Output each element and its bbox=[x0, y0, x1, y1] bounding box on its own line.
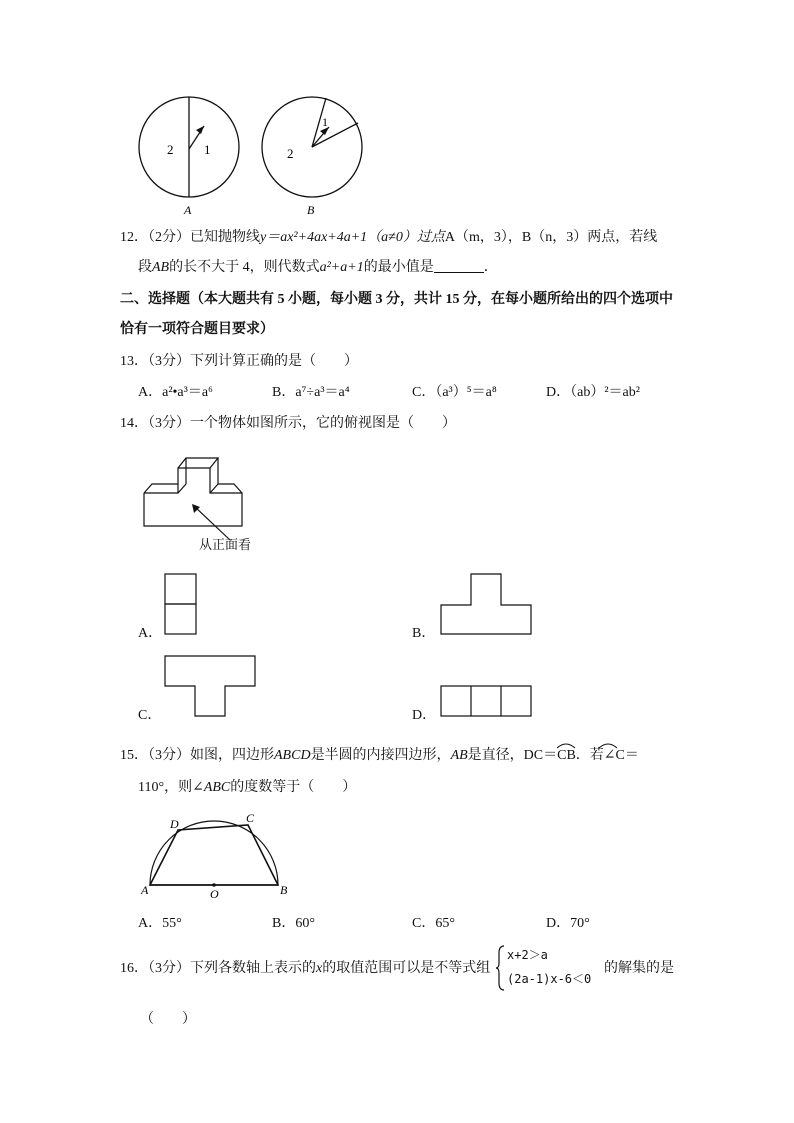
spinner-b-small-label: 1 bbox=[322, 115, 328, 129]
q15-label-a: A bbox=[141, 883, 149, 897]
q12-line2-mid: 的长不大于 4，则代数式 bbox=[169, 260, 320, 275]
q15-quad-name: ABCD bbox=[274, 748, 311, 763]
spinner-b-figure bbox=[259, 96, 369, 220]
q13-option-b[interactable]: B．a⁷÷a³＝a⁴ bbox=[272, 385, 350, 400]
q14-option-a-figure[interactable] bbox=[164, 573, 198, 637]
q12-expression: a²+a+1 bbox=[319, 260, 364, 275]
q15-option-b[interactable]: B．60° bbox=[272, 916, 315, 931]
q15-label-d: D bbox=[170, 817, 179, 831]
q14-option-a-label[interactable]: A． bbox=[138, 626, 163, 641]
q14-option-b-figure[interactable] bbox=[440, 573, 534, 637]
q14-option-c-figure[interactable] bbox=[164, 655, 258, 719]
q12-number-text: 12．（2分）已知抛物线 bbox=[120, 230, 260, 245]
q12-line2-end: ． bbox=[483, 260, 498, 275]
q15-line1-a: 15．（3分）如图，四边形 bbox=[120, 748, 274, 763]
q12-line2 bbox=[138, 258, 498, 278]
q12-points: A（m，3），B（n，3）两点，若线 bbox=[444, 230, 658, 245]
q15-diameter-name: AB bbox=[450, 748, 468, 763]
q14-option-d-label[interactable]: D． bbox=[412, 708, 437, 723]
q15-option-c[interactable]: C．65° bbox=[412, 916, 455, 931]
q16-answer-paren[interactable]: （ ） bbox=[140, 1012, 196, 1027]
q12-segment-ab: AB bbox=[152, 260, 170, 275]
spinner-a-left-label: 2 bbox=[167, 142, 174, 157]
q16-variable-x: x bbox=[316, 961, 323, 976]
q12-line1 bbox=[120, 228, 657, 248]
spinner-a-caption: A bbox=[184, 203, 192, 217]
q16-stem-a: 16．（3分）下列各数轴上表示的 bbox=[120, 961, 316, 976]
q14-arrow-caption: 从正面看 bbox=[199, 538, 252, 553]
q12-answer-blank[interactable] bbox=[434, 258, 484, 273]
q16-stem-c: 的解集的是 bbox=[604, 961, 674, 976]
spinner-a-right-label: 1 bbox=[204, 142, 211, 157]
q15-line2-b: 的度数等于（ ） bbox=[230, 780, 357, 795]
q15-option-a[interactable]: A．55° bbox=[138, 916, 182, 931]
q12-formula: y＝ax²+4ax+4a+1（a≠0）过点 bbox=[260, 230, 445, 245]
q15-line2 bbox=[138, 778, 356, 798]
section2-heading-line2: 恰有一项符合题目要求） bbox=[120, 322, 274, 337]
q13-stem: 13．（3分）下列计算正确的是（ ） bbox=[120, 354, 358, 369]
q15-semicircle-figure bbox=[138, 810, 298, 900]
q16-brace bbox=[495, 945, 505, 991]
q12-line2-suffix: 的最小值是 bbox=[363, 260, 434, 275]
q15-line2-a: 110°，则∠ bbox=[138, 780, 204, 795]
q12-line2-prefix: 段 bbox=[138, 260, 152, 275]
spinner-a-figure bbox=[134, 96, 244, 220]
q13-option-d[interactable]: D．（ab）²＝ab² bbox=[546, 385, 640, 400]
q15-label-o: O bbox=[210, 887, 219, 900]
q13-option-c[interactable]: C．（a³）⁵＝a⁸ bbox=[412, 385, 497, 400]
q16-stem-b: 的取值范围可以是不等式组 bbox=[322, 961, 491, 976]
q16-inequality-1: x+2＞a bbox=[507, 948, 548, 962]
spinner-b-caption: B bbox=[307, 203, 315, 217]
q15-option-d[interactable]: D．70° bbox=[546, 916, 590, 931]
q16-inequality-2: (2a-1)x-6＜0 bbox=[507, 972, 592, 986]
spinner-b-large-label: 2 bbox=[287, 146, 294, 161]
q14-stem: 14．（3分）一个物体如图所示，它的俯视图是（ ） bbox=[120, 416, 456, 431]
q15-label-b: B bbox=[280, 883, 288, 897]
q14-option-b-label[interactable]: B． bbox=[412, 626, 436, 641]
q15-arc-condition: DC＝CB．若∠C＝ bbox=[523, 748, 639, 763]
section2-heading-line1: 二、选择题（本大题共有 5 小题，每小题 3 分，共计 15 分，在每小题所给出的四个选项中 bbox=[120, 292, 673, 307]
q16-stem-left bbox=[120, 959, 490, 979]
q15-line1-b: 是半圆的内接四边形， bbox=[310, 748, 451, 763]
q15-arc-marks bbox=[555, 740, 625, 750]
q15-angle-name: ABC bbox=[203, 780, 231, 795]
q14-option-c-label[interactable]: C． bbox=[138, 708, 162, 723]
q15-label-c: C bbox=[246, 811, 255, 825]
q15-line1-c: 是直径， bbox=[467, 748, 524, 763]
q14-option-d-figure[interactable] bbox=[440, 685, 534, 719]
q13-option-a[interactable]: A．a²•a³＝a⁶ bbox=[138, 385, 213, 400]
